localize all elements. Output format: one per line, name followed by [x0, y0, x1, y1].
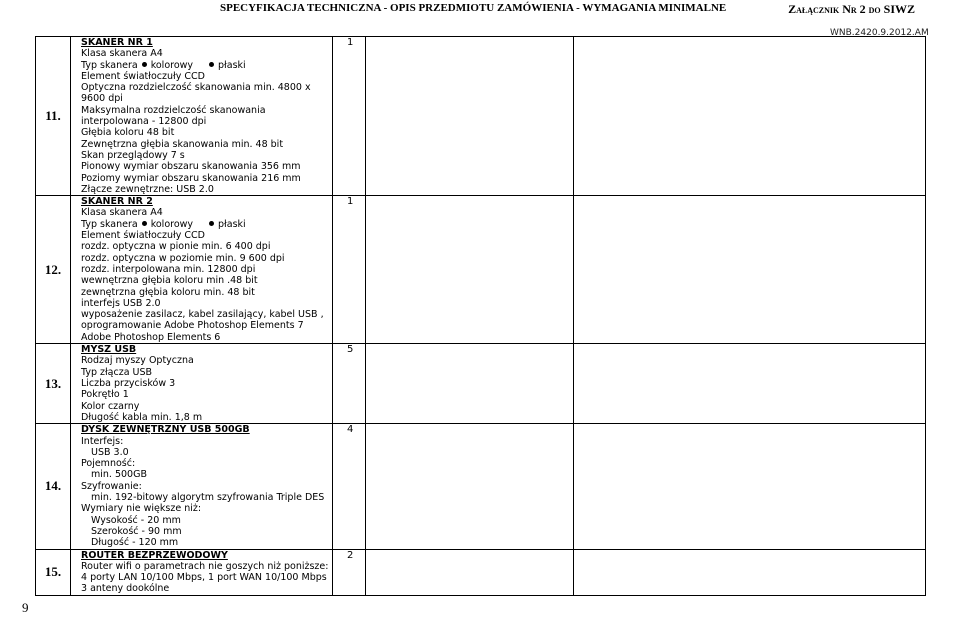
spec-line: Interfejs: [81, 435, 124, 447]
spec-line: Wymiary nie większe niż: [81, 503, 202, 515]
item-quantity: 4 [333, 424, 366, 549]
spec-line: Maksymalna rozdzielczość skanowania [81, 104, 266, 116]
spec-line: wyposażenie zasilacz, kabel zasilający, kabel USB , [81, 309, 324, 321]
spec-line: Optyczna rozdzielczość skanowania min. 4800 x [81, 82, 311, 94]
spec-line: Szerokość - 90 mm [91, 525, 182, 537]
table-row [36, 37, 926, 196]
item-number: 14. [36, 424, 71, 549]
spec-line: min. 500GB [91, 469, 147, 481]
table-row [36, 196, 926, 344]
empty-cell [366, 424, 574, 549]
table-row [36, 549, 926, 595]
header-title: SPECYFIKACJA TECHNICZNA - OPIS PRZEDMIOTU ZAMÓWIENIA - WYMAGANIA MINIMALNE [220, 2, 727, 14]
item-quantity: 5 [333, 344, 366, 424]
item-description [71, 196, 333, 344]
table-row [36, 344, 926, 424]
class-line: Klasa skanera A4 [81, 207, 163, 219]
spec-line: Poziomy wymiar obszaru skanowania 216 mm [81, 172, 301, 184]
item-number: 15. [36, 549, 71, 595]
spec-line: Wysokość - 20 mm [91, 514, 181, 526]
spec-line: Typ złącza USB [81, 366, 153, 378]
spec-line: Zewnętrzna głębia skanowania min. 48 bit [81, 138, 284, 150]
spec-line: rozdz. optyczna w poziomie min. 9 600 dpi [81, 252, 285, 264]
empty-cell [366, 344, 574, 424]
spec-line: Złącze zewnętrzne: USB 2.0 [81, 183, 214, 195]
item-number: 12. [36, 196, 71, 344]
page-number: 9 [22, 600, 29, 615]
spec-line: Rodzaj myszy Optyczna [81, 355, 194, 367]
bullet-icon [142, 62, 147, 67]
spec-line: interfejs USB 2.0 [81, 297, 161, 309]
class-line: Klasa skanera A4 [81, 48, 163, 60]
page-header [220, 1, 960, 15]
spec-line: Liczba przycisków 3 [81, 378, 176, 390]
item-description [71, 344, 333, 424]
empty-cell [574, 549, 926, 595]
spec-line: wewnętrzna głębia koloru min .48 bit [81, 275, 258, 287]
empty-cell [574, 196, 926, 344]
spec-line: Pionowy wymiar obszaru skanowania 356 mm [81, 161, 301, 173]
spec-line: 3 anteny dookólne [81, 583, 170, 595]
specification-table [35, 36, 926, 596]
bullet-icon [209, 62, 214, 67]
item-quantity: 1 [333, 37, 366, 196]
item-quantity: 1 [333, 196, 366, 344]
spec-line: Pojemność: [81, 458, 136, 470]
spec-line: min. 192-bitowy algorytm szyfrowania Triple DES [91, 492, 325, 504]
type-line: Typ skanera kolorowy płaski [81, 59, 246, 71]
empty-cell [574, 37, 926, 196]
header-attachment: Załącznik Nr 2 do SIWZ [788, 2, 915, 16]
spec-line: Długość kabla min. 1,8 m [81, 411, 203, 423]
spec-line: Element światłoczuły CCD [81, 70, 205, 82]
document-code: WNB.2420.9.2012.AM [830, 28, 929, 38]
spec-line: Kolor czarny [81, 400, 140, 412]
item-number: 11. [36, 37, 71, 196]
bullet-icon [142, 221, 147, 226]
empty-cell [366, 196, 574, 344]
item-number: 13. [36, 344, 71, 424]
bullet-icon [209, 221, 214, 226]
item-description [71, 37, 333, 196]
item-title: ROUTER BEZPRZEWODOWY [81, 549, 228, 561]
spec-line: rozdz. optyczna w pionie min. 6 400 dpi [81, 241, 271, 253]
spec-line: Adobe Photoshop Elements 6 [81, 331, 221, 343]
item-title: MYSZ USB [81, 344, 137, 356]
spec-line: oprogramowanie Adobe Photoshop Elements 7 [81, 320, 304, 332]
spec-line: Pokrętło 1 [81, 389, 129, 401]
empty-cell [366, 37, 574, 196]
spec-line: Element światłoczuły CCD [81, 230, 205, 242]
spec-line: 4 porty LAN 10/100 Mbps, 1 port WAN 10/100 Mbps [81, 572, 327, 584]
empty-cell [574, 424, 926, 549]
item-title: SKANER NR 1 [81, 37, 153, 48]
item-description [71, 424, 333, 549]
item-title: DYSK ZEWNĘTRZNY USB 500GB [81, 424, 250, 436]
item-quantity: 2 [333, 549, 366, 595]
item-title: SKANER NR 2 [81, 196, 153, 208]
type-line: Typ skanera kolorowy płaski [81, 218, 246, 230]
table-row [36, 424, 926, 549]
spec-line: Szyfrowanie: [81, 480, 142, 492]
spec-line: interpolowana - 12800 dpi [81, 116, 207, 128]
spec-line: rozdz. interpolowana min. 12800 dpi [81, 263, 256, 275]
spec-line: Głębia koloru 48 bit [81, 127, 175, 139]
spec-line: Skan przeglądowy 7 s [81, 149, 185, 161]
spec-line: USB 3.0 [91, 446, 129, 458]
spec-line: Router wifi o parametrach nie goszych niż poniższe: [81, 560, 329, 572]
item-description [71, 549, 333, 595]
spec-line: zewnętrzna głębia koloru min. 48 bit [81, 286, 255, 298]
spec-line: Długość - 120 mm [91, 537, 179, 549]
empty-cell [574, 344, 926, 424]
empty-cell [366, 549, 574, 595]
spec-line: 9600 dpi [81, 93, 123, 105]
